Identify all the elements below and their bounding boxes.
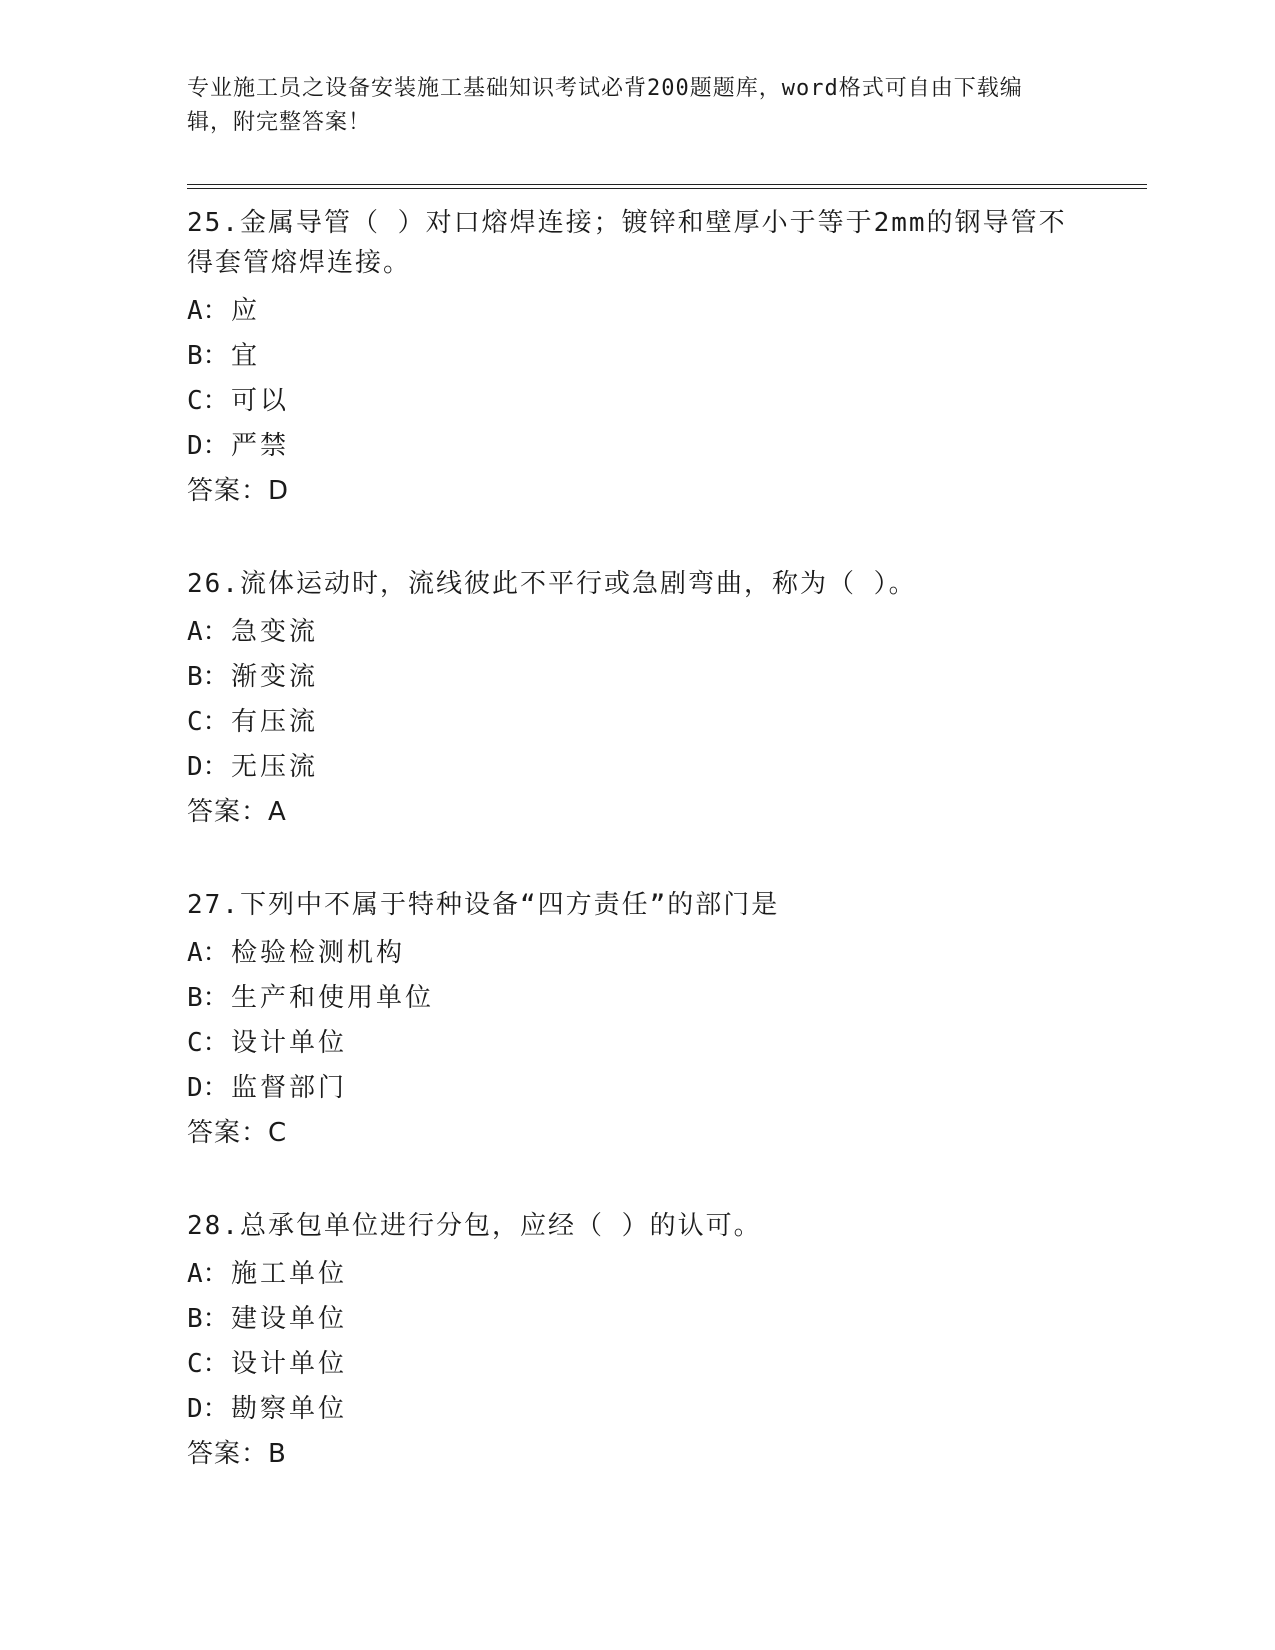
option-b [187, 976, 1147, 1021]
option-text: 设计单位 [231, 1028, 348, 1058]
option-text: 宜 [231, 341, 261, 371]
option-text: 有压流 [231, 707, 319, 737]
question-25 [187, 203, 1147, 514]
header-divider [187, 184, 1147, 189]
question-stem: 总承包单位进行分包，应经（ ）的认可。 [239, 1211, 762, 1241]
answer-prefix: 答案： [187, 1118, 269, 1148]
option-text: 设计单位 [231, 1349, 348, 1379]
option-text: 生产和使用单位 [231, 983, 435, 1013]
option-key: B： [187, 662, 229, 692]
question-text [187, 885, 1067, 925]
question-number: 26. [187, 569, 240, 599]
option-text: 渐变流 [231, 662, 319, 692]
option-b [187, 334, 1147, 379]
option-a [187, 931, 1147, 976]
option-key: A： [187, 938, 229, 968]
option-c [187, 1342, 1147, 1387]
option-key: C： [187, 707, 229, 737]
answer-value: A [268, 797, 286, 827]
answer-prefix: 答案： [187, 1439, 269, 1469]
option-text: 检验检测机构 [231, 938, 406, 968]
option-key: B： [187, 341, 229, 371]
option-key: D： [187, 752, 229, 782]
option-a [187, 610, 1147, 655]
option-text: 急变流 [231, 617, 319, 647]
option-text: 应 [231, 296, 261, 326]
answer-value: D [268, 476, 289, 506]
question-stem: 金属导管（ ）对口熔焊连接；镀锌和壁厚小于等于2mm的钢导管不得套管熔焊连接。 [187, 208, 1067, 278]
option-text: 可以 [231, 386, 290, 416]
answer-line [187, 1111, 1147, 1156]
option-d [187, 745, 1147, 790]
option-d [187, 1387, 1147, 1432]
answer-prefix: 答案： [187, 797, 269, 827]
question-text [187, 1206, 1067, 1246]
option-key: D： [187, 431, 229, 461]
option-text: 严禁 [231, 431, 290, 461]
option-text: 无压流 [231, 752, 319, 782]
answer-line [187, 469, 1147, 514]
option-key: B： [187, 983, 229, 1013]
question-text [187, 564, 1067, 604]
question-stem: 流体运动时，流线彼此不平行或急剧弯曲，称为（ ）。 [239, 569, 917, 599]
option-key: A： [187, 296, 229, 326]
option-c [187, 1021, 1147, 1066]
answer-line [187, 1432, 1147, 1477]
option-a [187, 289, 1147, 334]
option-key: A： [187, 617, 229, 647]
question-number: 27. [187, 890, 240, 920]
option-c [187, 700, 1147, 745]
document-page [187, 72, 1147, 1477]
option-d [187, 424, 1147, 469]
option-b [187, 1297, 1147, 1342]
option-b [187, 655, 1147, 700]
option-key: C： [187, 1349, 229, 1379]
question-text [187, 203, 1067, 283]
option-key: C： [187, 386, 229, 416]
option-text: 勘察单位 [231, 1394, 348, 1424]
document-header: 专业施工员之设备安装施工基础知识考试必背200题题库，word格式可自由下载编辑，附完整答案！ [187, 76, 1023, 135]
question-28 [187, 1206, 1147, 1477]
option-text: 施工单位 [231, 1259, 348, 1289]
question-26 [187, 564, 1147, 835]
option-d [187, 1066, 1147, 1111]
option-a [187, 1252, 1147, 1297]
question-number: 25. [187, 208, 240, 238]
question-number: 28. [187, 1211, 240, 1241]
answer-value: B [268, 1439, 286, 1469]
answer-prefix: 答案： [187, 476, 269, 506]
option-key: C： [187, 1028, 229, 1058]
answer-value: C [268, 1118, 287, 1148]
question-27 [187, 885, 1147, 1156]
option-key: D： [187, 1073, 229, 1103]
option-c [187, 379, 1147, 424]
question-stem: 下列中不属于特种设备“四方责任”的部门是 [239, 890, 780, 920]
option-text: 监督部门 [231, 1073, 348, 1103]
option-key: A： [187, 1259, 229, 1289]
option-key: B： [187, 1304, 229, 1334]
answer-line [187, 790, 1147, 835]
option-text: 建设单位 [231, 1304, 348, 1334]
option-key: D： [187, 1394, 229, 1424]
